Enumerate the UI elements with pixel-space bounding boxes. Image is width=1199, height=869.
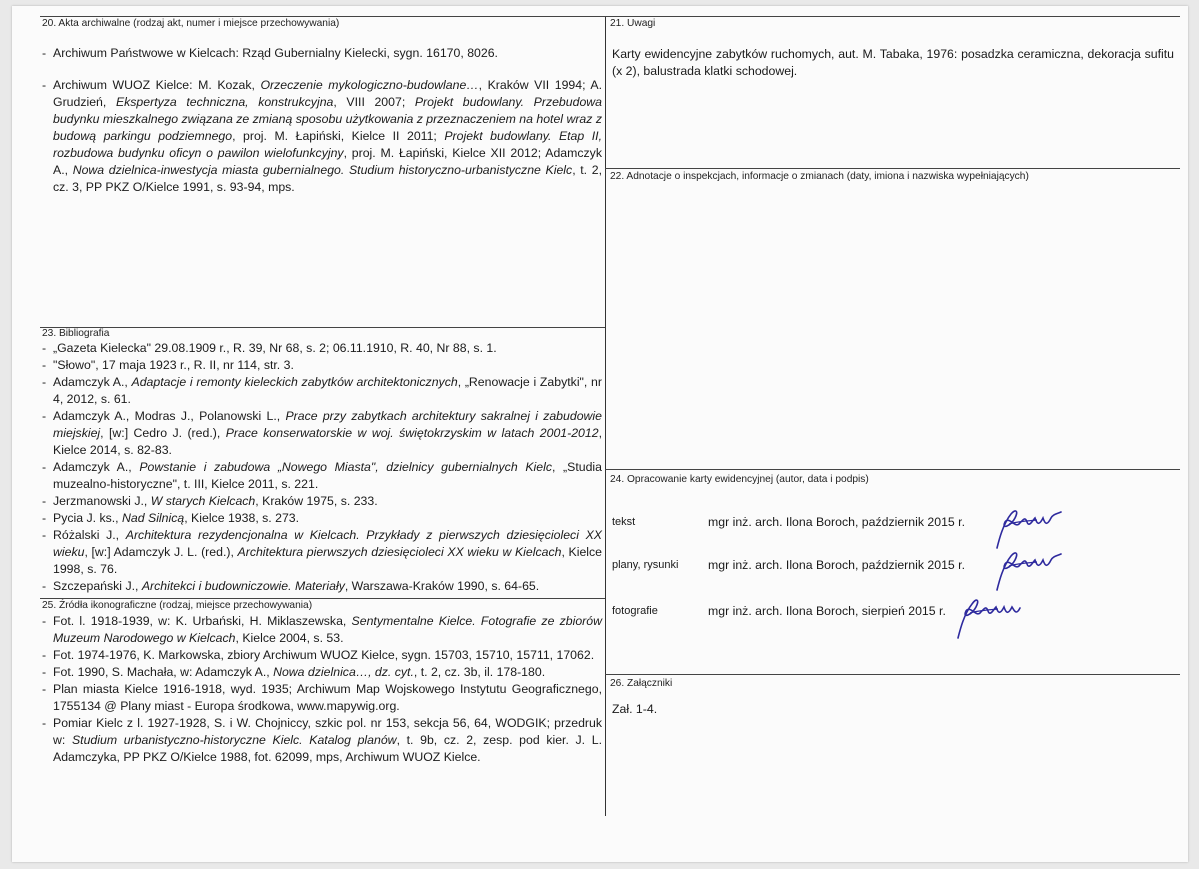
divider-20-23 [40,327,605,328]
signature-icon [948,592,1028,642]
icon-src-text: Plan miasta Kielce 1916-1918, wyd. 1935; Archiwum Map Wojskowego Instytutu Geograficznego, 1755134 @ Plany miast - Europa środkowa, www.mapywig.org. [53,682,602,713]
divider-24-26 [605,674,1180,675]
bibliography-item [40,408,602,459]
bib-title: Nad Silnicą [122,511,185,525]
bib-text: Szczepański J., [53,579,142,593]
author-row-text: mgr inż. arch. Ilona Boroch, sierpień 2015 r. [708,604,946,618]
section-26-label: 26. Załączniki [610,678,673,689]
bib-title: Prace przy zabytkach architektury sakralnej i zabudowie miejskiej [53,409,602,440]
bibliography-item [40,578,602,595]
iconography-item [40,715,602,766]
bib-title: Architektura pierwszych dziesięcioleci XX wieku w Kielcach [237,545,562,559]
author-row-kind: plany, rysunki [612,559,679,571]
bib-text: , Warszawa-Kraków 1990, s. 64-65. [344,579,540,593]
bib-text: „Gazeta Kielecka" 29.08.1909 r., R. 39, Nr 68, s. 2; 06.11.1910, R. 40, Nr 88, s. 1. [53,341,497,355]
archive-text: , VIII 2007; [333,95,415,109]
section-21-label: 21. Uwagi [610,18,656,29]
archive-text: Archiwum WUOZ Kielce: M. Kozak, [53,78,261,92]
icon-src-text: Fot. 1990, S. Machała, w: Adamczyk A., [53,665,274,679]
archive-entry [40,77,602,196]
bibliography-item [40,374,602,408]
section-23-label: 23. Bibliografia [42,328,110,339]
icon-src-text: Pomiar Kielc z l. 1927-1928, S. i W. Chojniccy, szkic pol. nr 153, sekcja 56, 64, WODGIK; przedruk w: [53,716,602,747]
archive-text: , proj. M. Łapiński, Kielce II 2011; [232,129,445,143]
archive-text: , proj. M. Łapiński, Kielce XII 2012; Adamczyk A., [53,146,602,177]
icon-src-text: , t. 9b, cz. 2, zesp. pod kier. J. L. Adamczyka, PP PKZ O/Kielce 1988, fot. 62099, mps, Archiwum WUOZ Kielce. [53,733,602,764]
bibliography-item [40,527,602,578]
icon-src-title: Nowa dzielnica…, dz. cyt. [273,665,414,679]
bibliography-item [40,459,602,493]
bibliography-list [40,340,602,595]
bib-text: Adamczyk A., Modras J., Polanowski L., [53,409,286,423]
author-row-text: mgr inż. arch. Ilona Boroch, październik 2015 r. [708,515,965,529]
archive-title: Nowa dzielnica-inwestycja miasta gubernialnego. Studium historyczno-urbanistyczne Kielc [72,163,573,177]
bib-text: "Słowo", 17 maja 1923 r., R. II, nr 114, str. 3. [53,358,294,372]
bibliography-item [40,340,602,357]
top-border [40,16,1180,17]
archive-text: , Kraków VII 1994; A. Grudzień, [53,78,602,109]
bib-text: Jerzmanowski J., [53,494,151,508]
bib-title: Powstanie i zabudowa „Nowego Miasta", dzielnicy gubernialnych Kielc [139,460,552,474]
signature-icon [985,504,1065,552]
divider-23-25 [40,598,605,599]
signature-icon [985,546,1065,594]
form-frame [40,16,1180,816]
archive-entry-text: Archiwum Państwowe w Kielcach: Rząd Gubernialny Kielecki, sygn. 16170, 8026. [53,46,498,60]
icon-src-title: Sentymentalne Kielce. Fotografie ze zbiorów Muzeum Narodowego w Kielcach [53,614,602,645]
column-divider [605,16,606,816]
bib-text: , „Renowacje i Zabytki", nr 4, 2012, s. 61. [53,375,602,406]
icon-src-title: Studium urbanistyczno-historyczne Kielc. Katalog planów [71,733,397,747]
archive-title: Orzeczenie mykologiczno-budowlane… [260,78,479,92]
bib-title: Prace konserwatorskie w woj. świętokrzyskim w latach 2001-2012 [225,426,599,440]
section-20-label: 20. Akta archiwalne (rodzaj akt, numer i miejsce przechowywania) [42,18,340,29]
bib-text: , [w:] Cedro J. (red.), [100,426,226,440]
archive-text: , t. 2, cz. 3, PP PKZ O/Kielce 1991, s. 93-94, mps. [53,163,602,194]
bibliography-item [40,493,602,510]
bibliography-item [40,510,602,527]
bib-text: , Kielce 2014, s. 82-83. [53,426,602,457]
icon-src-text: Fot. l. 1918-1939, w: K. Urbański, H. Miklaszewska, [53,614,352,628]
bib-text: Różalski J., [53,528,126,542]
bib-text: Adamczyk A., [53,460,140,474]
bib-title: Architektura rezydencjonalna w Kielcach. Przykłady z pierwszych dziesięcioleci XX wieku [53,528,602,559]
attachments-text: Zał. 1-4. [612,702,658,716]
iconography-item [40,613,602,647]
bib-title: Adaptacje i remonty kieleckich zabytków architektonicznych [131,375,458,389]
section-20-content [40,45,602,196]
section-25-label: 25. Źródła ikonograficzne (rodzaj, miejsce przechowywania) [42,600,313,611]
bib-title: W starych Kielcach [150,494,256,508]
author-row-kind: tekst [612,516,636,528]
bib-title: Architekci i budowniczowie. Materiały [141,579,345,593]
section-22-label: 22. Adnotacje o inspekcjach, informacje o zmianach (daty, imiona i nazwiska wypełniających) [610,171,1029,182]
document-sheet [12,6,1188,862]
iconography-list [40,613,602,766]
bib-text: , Kielce 1938, s. 273. [184,511,300,525]
author-row-text: mgr inż. arch. Ilona Boroch, październik 2015 r. [708,558,965,572]
iconography-item [40,664,602,681]
icon-src-text: , t. 2, cz. 3b, il. 178-180. [413,665,546,679]
bib-text: , Kielce 1998, s. 76. [53,545,603,576]
bib-text: , „Studia muzealno-historyczne", t. III, Kielce 2011, s. 221. [53,460,603,491]
archive-title: Ekspertyza techniczna, konstrukcyjna [115,95,334,109]
divider-21-22 [605,168,1180,169]
iconography-item [40,681,602,715]
archive-title: Projekt budowlany. Etap II, rozbudowa budynku oficyn o pawilon wielofunkcyjny [53,129,602,160]
bib-text: , [w:] Adamczyk J. L. (red.), [84,545,238,559]
archive-title: Projekt budowlany. Przebudowa budynku mieszkalnego związana ze zmianą sposobu użytkowania z przeznaczeniem na hotel wraz z budową parkingu podziemnego [53,95,603,143]
bib-text: Adamczyk A., [53,375,132,389]
iconography-item [40,647,602,664]
bib-text: , Kraków 1975, s. 233. [255,494,378,508]
bibliography-item [40,357,602,374]
divider-22-24 [605,469,1180,470]
section-21-text: Karty ewidencyjne zabytków ruchomych, aut. M. Tabaka, 1976: posadzka ceramiczna, dekoracja sufitu (x 2), balustrada klatki schodowej. [612,47,1174,78]
archive-entry [40,45,602,62]
author-row-kind: fotografie [612,605,658,617]
section-24-label: 24. Opracowanie karty ewidencyjnej (autor, data i podpis) [610,474,869,485]
icon-src-text: Fot. 1974-1976, K. Markowska, zbiory Archiwum WUOZ Kielce, sygn. 15703, 15710, 15711, 17062. [53,648,595,662]
icon-src-text: , Kielce 2004, s. 53. [235,631,344,645]
bib-text: Pycia J. ks., [53,511,123,525]
